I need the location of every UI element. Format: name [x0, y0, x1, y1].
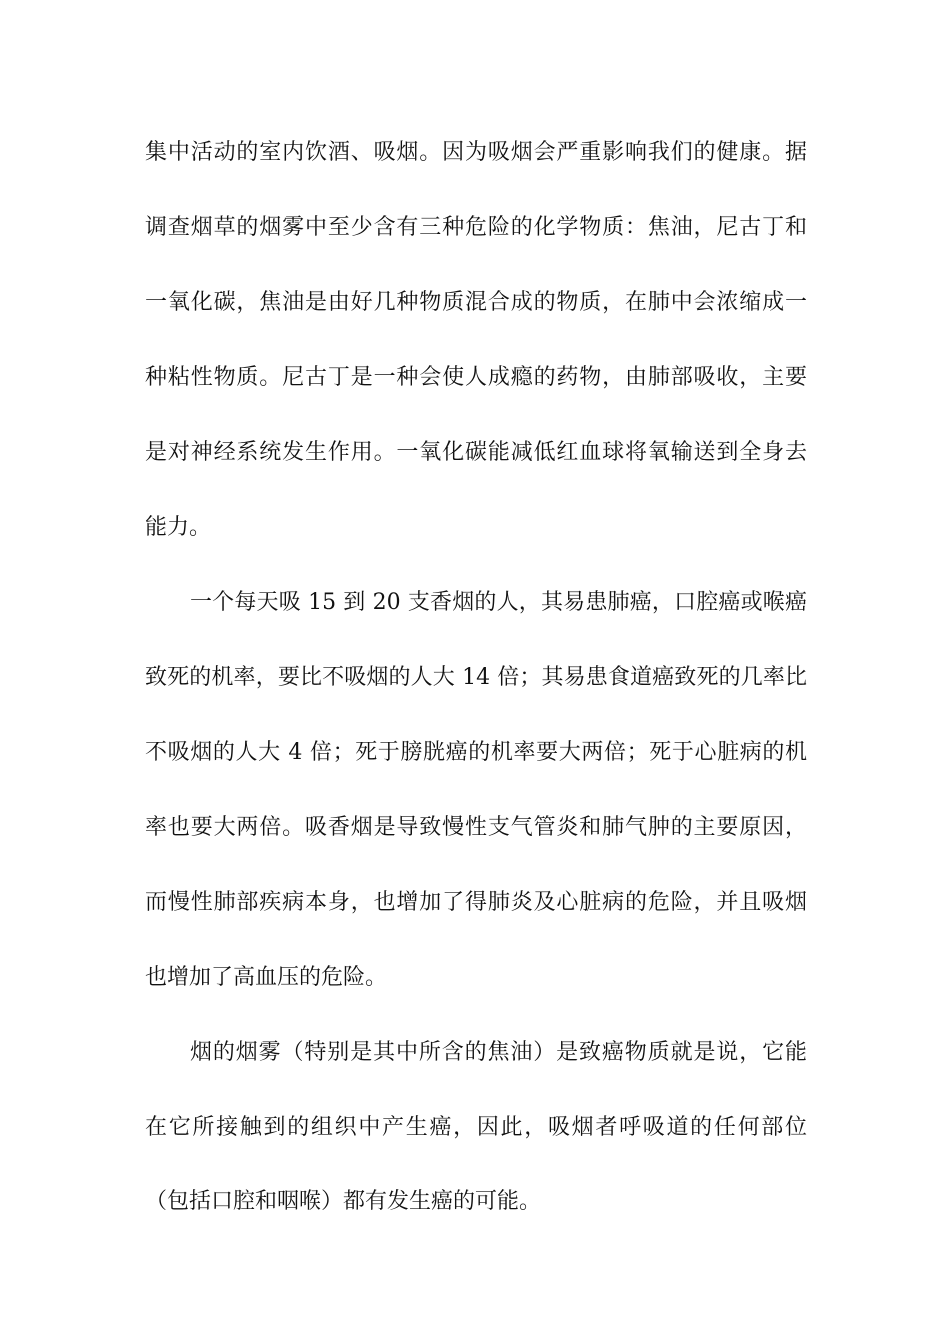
- paragraph-2-line-3: 不吸烟的人大 4 倍；死于膀胱癌的机率要大两倍；死于心脏病的机: [145, 740, 807, 765]
- paragraph-3-line-2: 在它所接触到的组织中产生癌，因此，吸烟者呼吸道的任何部位: [145, 1115, 807, 1140]
- paragraph-1-line-2: 调查烟草的烟雾中至少含有三种危险的化学物质：焦油，尼古丁和: [145, 215, 807, 240]
- paragraph-1-line-3: 一氧化碳，焦油是由好几种物质混合成的物质，在肺中会浓缩成一: [145, 290, 807, 315]
- paragraph-2-line-5: 而慢性肺部疾病本身，也增加了得肺炎及心脏病的危险，并且吸烟: [145, 890, 807, 915]
- paragraph-2-line-2: 致死的机率，要比不吸烟的人大 14 倍；其易患食道癌致死的几率比: [145, 665, 807, 690]
- paragraph-3-line-3: （包括口腔和咽喉）都有发生癌的可能。: [145, 1189, 542, 1214]
- paragraph-2-line-6: 也增加了高血压的危险。: [145, 965, 388, 990]
- paragraph-2-line-1: 一个每天吸 15 到 20 支香烟的人，其易患肺癌，口腔癌或喉癌: [190, 590, 807, 615]
- paragraph-3-line-1: 烟的烟雾（特别是其中所含的焦油）是致癌物质就是说，它能: [190, 1040, 807, 1065]
- paragraph-1-line-5: 是对神经系统发生作用。一氧化碳能减低红血球将氧输送到全身去: [145, 440, 807, 465]
- paragraph-1-line-1: 集中活动的室内饮酒、吸烟。因为吸烟会严重影响我们的健康。据: [145, 140, 807, 165]
- paragraph-2-line-4: 率也要大两倍。吸香烟是导致慢性支气管炎和肺气肿的主要原因，: [145, 815, 807, 840]
- paragraph-1-line-4: 种粘性物质。尼古丁是一种会使人成瘾的药物，由肺部吸收，主要: [145, 365, 807, 390]
- paragraph-1-line-6: 能力。: [145, 515, 212, 540]
